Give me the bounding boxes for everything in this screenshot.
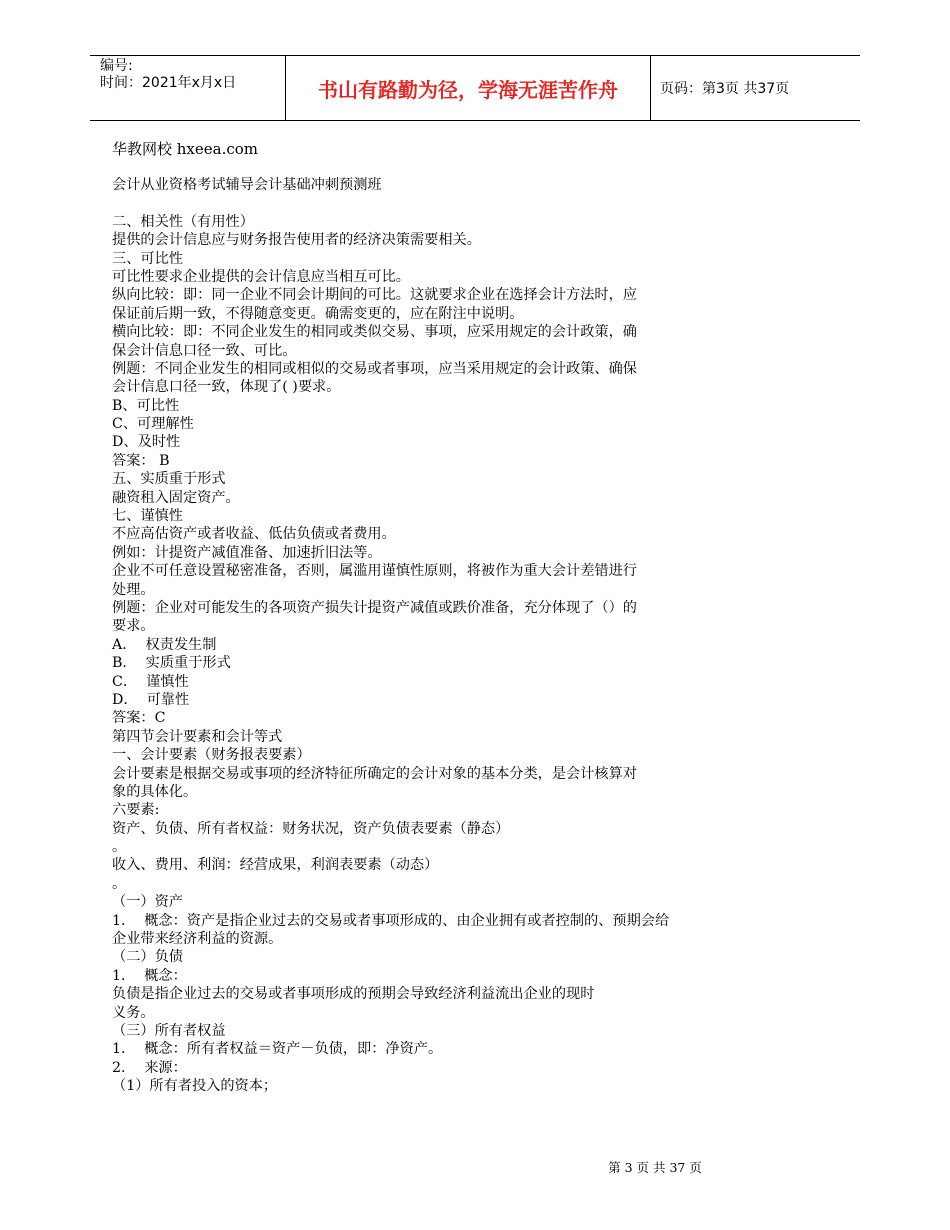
text-line: D． 可靠性 xyxy=(112,691,190,708)
text-line: 企业带来经济利益的资源。 xyxy=(112,931,283,948)
text-line: 负债是指企业过去的交易或者事项形成的预期会导致经济利益流出企业的现时 xyxy=(112,986,595,1003)
text-line: 横向比较：即：不同企业发生的相同或类似交易、事项，应采用规定的会计政策，确 xyxy=(112,324,637,341)
text-line: 会计信息口径一致，体现了( )要求。 xyxy=(112,379,341,396)
text-line: 1． 概念：资产是指企业过去的交易或者事项形成的、由企业拥有或者控制的、预期会给 xyxy=(112,912,670,929)
text-line: 1． 概念： xyxy=(112,967,187,984)
time-label: 时间：2021年x月x日 xyxy=(100,75,237,91)
text-line: 2． 来源： xyxy=(112,1059,187,1076)
text-line: 收入、费用、利润：经营成果，利润表要素（动态） xyxy=(112,857,439,874)
footer-page-number: 第 3 页 共 37 页 xyxy=(608,1160,702,1175)
text-line: 义务。 xyxy=(112,1004,155,1021)
document-body xyxy=(112,140,772,1096)
text-line: 例题：企业对可能发生的各项资产损失计提资产减值或跌价准备，充分体现了（）的 xyxy=(112,599,637,616)
course-title: 会计从业资格考试辅导会计基础冲刺预测班 xyxy=(112,177,382,194)
page-footer xyxy=(0,1158,950,1176)
text-line: 融资租入固定资产。 xyxy=(112,489,240,506)
text-line: A． 权责发生制 xyxy=(112,636,217,653)
text-line: （二）负债 xyxy=(112,949,183,966)
text-line: 保会计信息口径一致、可比。 xyxy=(112,342,297,359)
text-line: 例如：计提资产减值准备、加速折旧法等。 xyxy=(112,544,382,561)
text-line: （1）所有者投入的资本； xyxy=(112,1078,278,1095)
text-line: （一）资产 xyxy=(112,894,183,911)
text-line: 不应高估资产或者收益、低估负债或者费用。 xyxy=(112,526,396,543)
text-line: 可比性要求企业提供的会计信息应当相互可比。 xyxy=(112,268,410,285)
text-line: 答案：C xyxy=(112,710,166,727)
header-page-info: 页码：第3页 共37页 xyxy=(660,81,790,97)
text-line: 一、会计要素（财务报表要素） xyxy=(112,747,311,764)
text-line: 第四节会计要素和会计等式 xyxy=(112,728,283,745)
text-line: 象的具体化。 xyxy=(112,783,198,800)
text-line: 。 xyxy=(112,839,127,856)
text-line: 例题：不同企业发生的相同或相似的交易或者事项，应当采用规定的会计政策、确保 xyxy=(112,360,637,377)
header-motto: 书山有路勤为径，学海无涯苦作舟 xyxy=(286,56,651,120)
text-line: 三、可比性 xyxy=(112,250,183,267)
text-line: 二、相关性（有用性） xyxy=(112,213,254,230)
text-line: 要求。 xyxy=(112,618,155,635)
text-line: 会计要素是根据交易或事项的经济特征所确定的会计对象的基本分类，是会计核算对 xyxy=(112,765,637,782)
page-header xyxy=(90,55,860,121)
text-line: 保证前后期一致，不得随意变更。确需变更的，应在附注中说明。 xyxy=(112,305,524,322)
text-line: 资产、负债、所有者权益：财务状况，资产负债表要素（静态） xyxy=(112,820,510,837)
text-line: 纵向比较：即：同一企业不同会计期间的可比。这就要求企业在选择会计方法时，应 xyxy=(112,287,637,304)
text-line: C． 谨慎性 xyxy=(112,673,189,690)
text-line: 1． 概念：所有者权益＝资产－负债，即：净资产。 xyxy=(112,1041,443,1058)
body-text xyxy=(112,213,772,1096)
text-line: 。 xyxy=(112,875,127,892)
text-line: B． 实质重于形式 xyxy=(112,655,231,672)
text-line: 七、谨慎性 xyxy=(112,508,183,525)
text-line: 提供的会计信息应与财务报告使用者的经济决策需要相关。 xyxy=(112,232,481,249)
header-meta xyxy=(90,56,286,120)
text-line: D、及时性 xyxy=(112,434,181,451)
text-line: 答案： B xyxy=(112,452,170,469)
text-line: C、可理解性 xyxy=(112,416,194,433)
text-line: 企业不可任意设置秘密准备，否则，属滥用谨慎性原则，将被作为重大会计差错进行 xyxy=(112,563,637,580)
text-line: B、可比性 xyxy=(112,397,180,414)
text-line: 五、实质重于形式 xyxy=(112,471,226,488)
site-name: 华教网校 hxeea.com xyxy=(112,140,259,158)
text-line: 处理。 xyxy=(112,581,155,598)
number-label: 编号: xyxy=(100,58,133,74)
text-line: （三）所有者权益 xyxy=(112,1022,226,1039)
text-line: 六要素: xyxy=(112,802,160,819)
